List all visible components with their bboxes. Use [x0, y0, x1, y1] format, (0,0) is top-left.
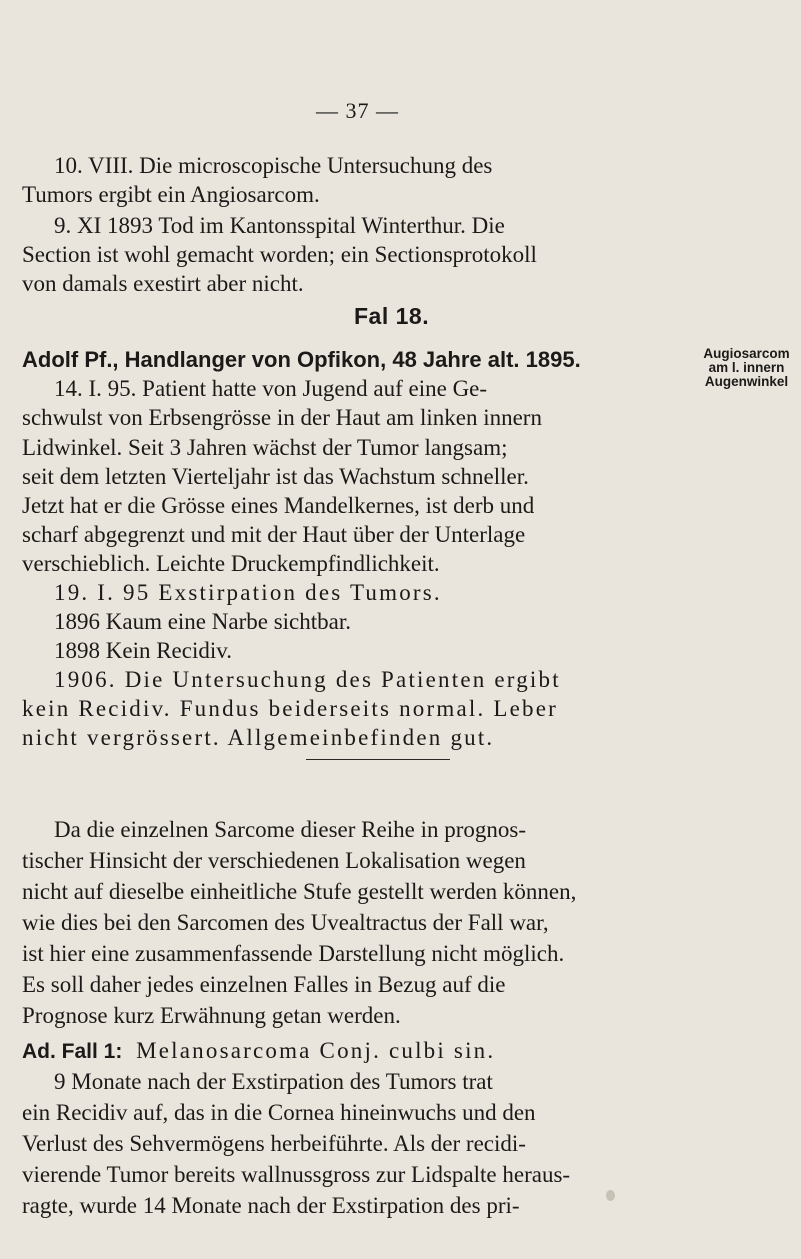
text-line: 9. XI 1893 Tod im Kantonsspital Winterthur. Die — [54, 213, 505, 238]
text-line: 1906. Die Untersuchung des Patienten ergibt — [54, 667, 561, 692]
text-line: ein Recidiv auf, das in die Cornea hineinwuchs und den — [22, 1100, 536, 1125]
text-line: vierende Tumor bereits wallnussgross zur Lidspalte heraus- — [22, 1162, 571, 1187]
text-line: verschieblich. Leichte Druckempfindlichkeit. — [22, 551, 440, 576]
section-divider — [306, 759, 450, 760]
text-line: 10. VIII. Die microscopische Untersuchung des — [54, 153, 493, 178]
text-line: scharf abgegrenzt und mit der Haut über der Unterlage — [22, 522, 526, 547]
text-line: nicht auf dieselbe einheitliche Stufe gestellt werden können, — [22, 879, 577, 904]
text-line: von damals exestirt aber nicht. — [22, 271, 304, 296]
case-heading: Fal 18. — [354, 303, 430, 329]
text-line: seit dem letzten Vierteljahr ist das Wachstum schneller. — [22, 464, 529, 489]
text-line: Jetzt hat er die Grösse eines Mandelkernes, ist derb und — [22, 493, 535, 518]
text-line: 1898 Kein Recidiv. — [54, 638, 233, 663]
page-number: — 37 — — [316, 98, 399, 123]
margin-note — [694, 347, 799, 389]
text-line: Da die einzelnen Sarcome dieser Reihe in prognos- — [54, 817, 526, 842]
text-line: 9 Monate nach der Exstirpation des Tumors trat — [54, 1069, 493, 1094]
text-line: Lidwinkel. Seit 3 Jahren wächst der Tumor langsam; — [22, 435, 508, 460]
text-line: ist hier eine zusammenfassende Darstellung nicht möglich. — [22, 941, 565, 966]
text-line: Tumors ergibt ein Angiosarcom. — [22, 182, 320, 207]
text-line: schwulst von Erbsengrösse in der Haut am linken innern — [22, 405, 542, 430]
text-line: tischer Hinsicht der verschiedenen Lokalisation wegen — [22, 848, 526, 873]
text-line: kein Recidiv. Fundus beiderseits normal. Leber — [22, 696, 558, 721]
text-line: Es soll daher jedes einzelnen Falles in Bezug auf die — [22, 972, 506, 997]
margin-note-line: am l. innern — [708, 360, 785, 375]
ad-fall-line — [22, 1036, 495, 1067]
case-header-line: Adolf Pf., Handlanger von Opfikon, 48 Jahre alt. 1895. — [22, 347, 581, 372]
text-line: Prognose kurz Erwähnung getan werden. — [22, 1003, 401, 1028]
text-line: 1896 Kaum eine Narbe sichtbar. — [54, 609, 351, 634]
margin-note-line: Augenwinkel — [704, 374, 789, 389]
ad-fall-label: Ad. Fall 1: — [22, 1040, 123, 1063]
text-line: 19. I. 95 Exstirpation des Tumors. — [54, 580, 442, 605]
text-line: wie dies bei den Sarcomen des Uvealtractus der Fall war, — [22, 910, 549, 935]
text-line: Section ist wohl gemacht worden; ein Sectionsprotokoll — [22, 242, 537, 267]
text-line: 14. I. 95. Patient hatte von Jugend auf eine Ge- — [54, 376, 488, 401]
text-line: nicht vergrössert. Allgemeinbefinden gut. — [22, 725, 495, 750]
paper-fleck — [606, 1190, 615, 1201]
text-line: Verlust des Sehvermögens herbeiführte. Als der recidi- — [22, 1131, 526, 1156]
ad-fall-title: Melanosarcoma Conj. culbi sin. — [136, 1038, 496, 1063]
text-line: ragte, wurde 14 Monate nach der Exstirpation des pri- — [22, 1193, 520, 1218]
margin-note-line: Augiosarcom — [703, 346, 790, 361]
